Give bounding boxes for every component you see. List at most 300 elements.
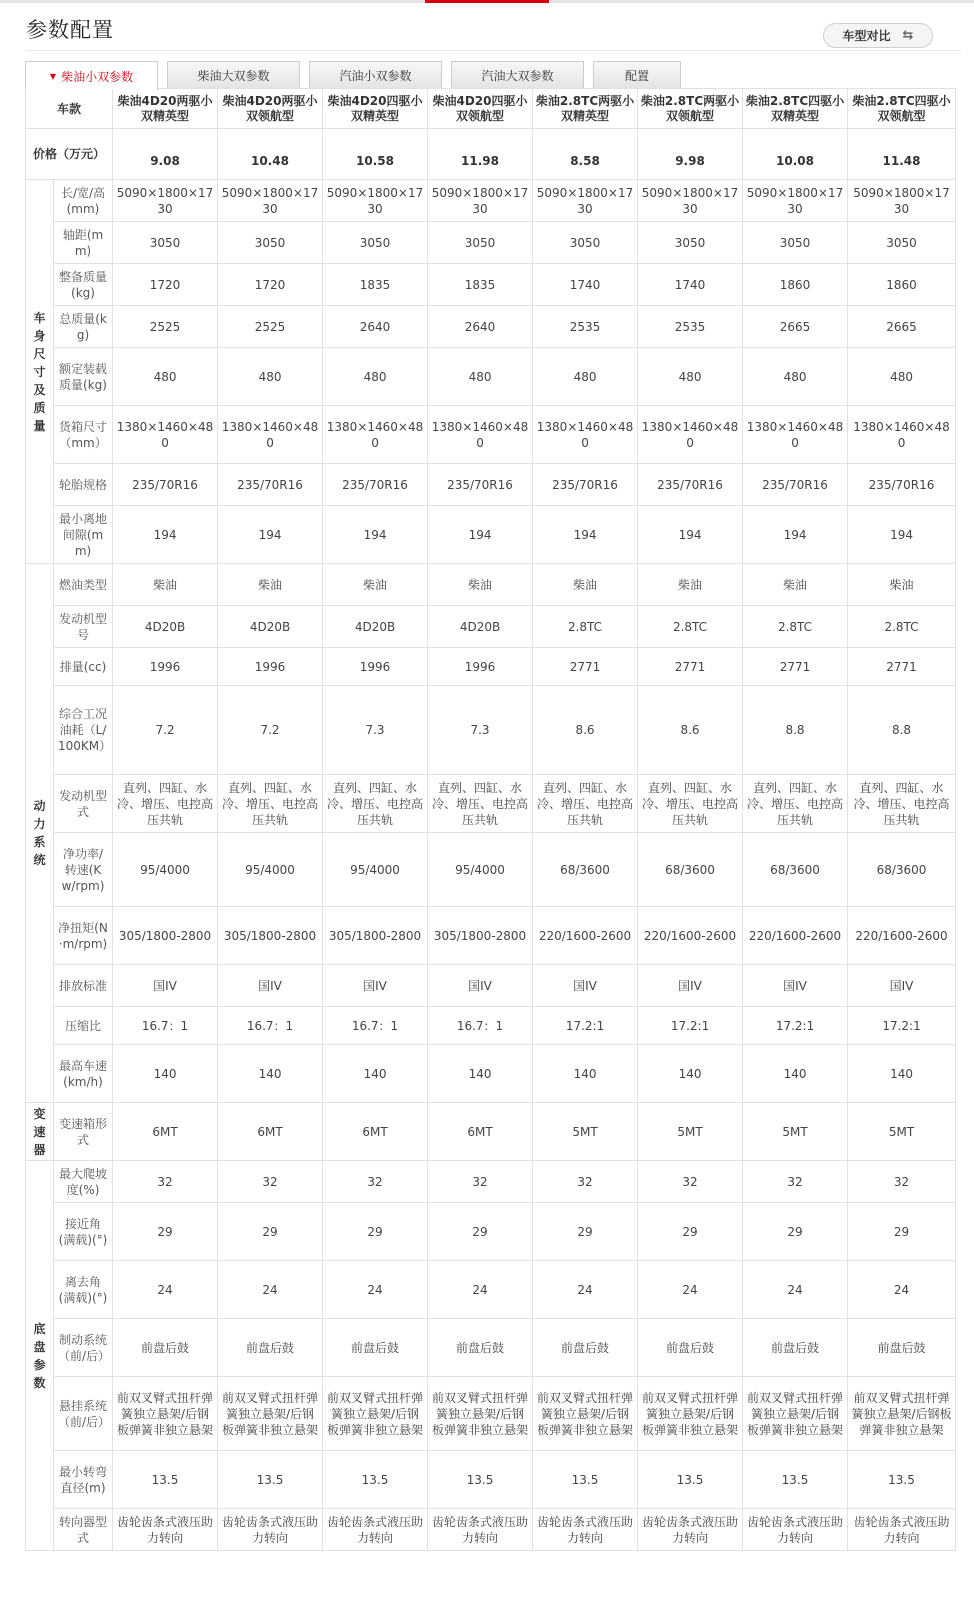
spec-row (26, 406, 956, 464)
model-name: 柴油2.8TC四驱小双精英型 (743, 89, 848, 129)
spec-value: 7.3 (428, 686, 533, 775)
spec-label: 最小转弯直径(m) (54, 1451, 113, 1509)
spec-value: 194 (848, 506, 956, 564)
spec-value: 480 (323, 348, 428, 406)
spec-value: 6MT (323, 1103, 428, 1161)
spec-label: 净扭矩(N·m/rpm) (54, 907, 113, 965)
spec-value: 前双叉臂式扭杆弹簧独立悬架/后钢板弹簧非独立悬架 (743, 1377, 848, 1451)
spec-value: 4D20B (323, 606, 428, 648)
spec-value: 1996 (428, 648, 533, 686)
spec-value: 480 (848, 348, 956, 406)
spec-value: 140 (743, 1045, 848, 1103)
spec-value: 柴油 (638, 564, 743, 606)
spec-value: 国IV (218, 965, 323, 1007)
spec-value: 3050 (323, 222, 428, 264)
spec-value: 1380×1460×480 (113, 406, 218, 464)
spec-value: 2535 (533, 306, 638, 348)
spec-value: 194 (743, 506, 848, 564)
spec-value: 32 (323, 1161, 428, 1203)
spec-value: 1380×1460×480 (638, 406, 743, 464)
section-powertrain (26, 564, 54, 1103)
spec-value: 2665 (743, 306, 848, 348)
price-label: 价格（万元） (26, 129, 113, 180)
spec-value: 16.7：1 (218, 1007, 323, 1045)
spec-value: 32 (218, 1161, 323, 1203)
spec-label: 总质量(kg) (54, 306, 113, 348)
spec-value: 140 (428, 1045, 533, 1103)
spec-value: 1380×1460×480 (848, 406, 956, 464)
spec-value: 柴油 (848, 564, 956, 606)
spec-value: 29 (638, 1203, 743, 1261)
spec-value: 32 (743, 1161, 848, 1203)
spec-value: 480 (218, 348, 323, 406)
spec-value: 305/1800-2800 (323, 907, 428, 965)
spec-value: 13.5 (638, 1451, 743, 1509)
spec-value: 1860 (848, 264, 956, 306)
spec-value: 194 (113, 506, 218, 564)
spec-label: 货箱尺寸（mm） (54, 406, 113, 464)
spec-value: 140 (638, 1045, 743, 1103)
swap-icon: ⇆ (902, 28, 914, 43)
spec-value: 前盘后鼓 (428, 1319, 533, 1377)
spec-label: 接近角(满载)(°) (54, 1203, 113, 1261)
spec-value: 194 (323, 506, 428, 564)
compare-label: 车型对比 (842, 29, 891, 43)
spec-value: 2525 (113, 306, 218, 348)
spec-value: 1835 (428, 264, 533, 306)
spec-value: 235/70R16 (533, 464, 638, 506)
spec-value: 7.3 (323, 686, 428, 775)
spec-value: 柴油 (113, 564, 218, 606)
spec-value: 24 (743, 1261, 848, 1319)
spec-value: 1720 (218, 264, 323, 306)
spec-value: 2.8TC (848, 606, 956, 648)
spec-value: 17.2:1 (848, 1007, 956, 1045)
tab-configuration[interactable] (593, 61, 681, 89)
model-name: 柴油2.8TC四驱小双领航型 (848, 89, 956, 129)
spec-value: 235/70R16 (848, 464, 956, 506)
spec-value: 13.5 (218, 1451, 323, 1509)
spec-row (26, 564, 956, 606)
spec-value: 直列、四缸、水冷、增压、电控高压共轨 (533, 775, 638, 833)
spec-row (26, 180, 956, 222)
spec-value: 29 (218, 1203, 323, 1261)
spec-value: 齿轮齿条式液压助力转向 (323, 1509, 428, 1551)
price-value: 11.98 (428, 129, 533, 180)
spec-value: 1996 (323, 648, 428, 686)
spec-row (26, 264, 956, 306)
spec-row (26, 348, 956, 406)
caret-down-icon: ▼ (49, 71, 57, 81)
spec-row (26, 1161, 956, 1203)
spec-row (26, 1377, 956, 1451)
spec-label: 整备质量(kg) (54, 264, 113, 306)
spec-value: 2.8TC (638, 606, 743, 648)
spec-row (26, 1045, 956, 1103)
price-value: 10.08 (743, 129, 848, 180)
spec-value: 3050 (848, 222, 956, 264)
price-value: 10.48 (218, 129, 323, 180)
spec-value: 220/1600-2600 (848, 907, 956, 965)
spec-value: 5090×1800×1730 (638, 180, 743, 222)
spec-value: 前双叉臂式扭杆弹簧独立悬架/后钢板弹簧非独立悬架 (113, 1377, 218, 1451)
spec-value: 220/1600-2600 (533, 907, 638, 965)
spec-value: 24 (848, 1261, 956, 1319)
spec-value: 29 (323, 1203, 428, 1261)
spec-label: 轴距(mm) (54, 222, 113, 264)
spec-value: 1380×1460×480 (428, 406, 533, 464)
spec-value: 32 (113, 1161, 218, 1203)
section-body-dimensions (26, 180, 54, 564)
spec-value: 29 (428, 1203, 533, 1261)
spec-value: 2665 (848, 306, 956, 348)
spec-value: 2771 (743, 648, 848, 686)
spec-row (26, 1451, 956, 1509)
spec-value: 2535 (638, 306, 743, 348)
spec-value: 5MT (743, 1103, 848, 1161)
spec-value: 1380×1460×480 (743, 406, 848, 464)
spec-value: 国IV (638, 965, 743, 1007)
spec-value: 95/4000 (323, 833, 428, 907)
spec-value: 480 (533, 348, 638, 406)
spec-value: 前盘后鼓 (323, 1319, 428, 1377)
spec-value: 5090×1800×1730 (428, 180, 533, 222)
spec-value: 齿轮齿条式液压助力转向 (743, 1509, 848, 1551)
spec-value: 前双叉臂式扭杆弹簧独立悬架/后钢板弹簧非独立悬架 (323, 1377, 428, 1451)
spec-row (26, 1203, 956, 1261)
spec-value: 齿轮齿条式液压助力转向 (218, 1509, 323, 1551)
spec-value: 5MT (848, 1103, 956, 1161)
spec-value: 305/1800-2800 (428, 907, 533, 965)
spec-value: 16.7：1 (323, 1007, 428, 1045)
spec-value: 5090×1800×1730 (743, 180, 848, 222)
section-label: 底盘参数 (33, 1321, 46, 1390)
model-name: 柴油4D20四驱小双领航型 (428, 89, 533, 129)
spec-value: 6MT (428, 1103, 533, 1161)
tab-petrol-small-cab[interactable] (309, 61, 442, 89)
spec-value: 29 (743, 1203, 848, 1261)
spec-value: 194 (533, 506, 638, 564)
tab-diesel-large-cab[interactable] (167, 61, 300, 89)
spec-value: 13.5 (113, 1451, 218, 1509)
spec-value: 直列、四缸、水冷、增压、电控高压共轨 (848, 775, 956, 833)
spec-label: 压缩比 (54, 1007, 113, 1045)
spec-value: 齿轮齿条式液压助力转向 (428, 1509, 533, 1551)
spec-value: 29 (533, 1203, 638, 1261)
section-label: 车身尺寸及质量 (33, 310, 46, 433)
spec-value: 齿轮齿条式液压助力转向 (638, 1509, 743, 1551)
model-header-label: 车款 (26, 89, 113, 129)
compare-button[interactable] (823, 23, 933, 48)
spec-value: 前盘后鼓 (533, 1319, 638, 1377)
spec-value: 2640 (323, 306, 428, 348)
spec-value: 32 (428, 1161, 533, 1203)
spec-value: 柴油 (323, 564, 428, 606)
spec-value: 1380×1460×480 (218, 406, 323, 464)
spec-value: 1740 (533, 264, 638, 306)
spec-value: 2525 (218, 306, 323, 348)
spec-value: 国IV (743, 965, 848, 1007)
spec-value: 直列、四缸、水冷、增压、电控高压共轨 (743, 775, 848, 833)
spec-value: 前盘后鼓 (848, 1319, 956, 1377)
spec-value: 直列、四缸、水冷、增压、电控高压共轨 (323, 775, 428, 833)
spec-value: 柴油 (218, 564, 323, 606)
spec-label: 排放标准 (54, 965, 113, 1007)
model-name: 柴油4D20两驱小双领航型 (218, 89, 323, 129)
spec-value: 17.2:1 (638, 1007, 743, 1045)
spec-value: 国IV (428, 965, 533, 1007)
spec-value: 29 (848, 1203, 956, 1261)
price-value: 8.58 (533, 129, 638, 180)
spec-label: 悬挂系统（前/后） (54, 1377, 113, 1451)
spec-label: 发动机型号 (54, 606, 113, 648)
spec-value: 140 (323, 1045, 428, 1103)
spec-value: 13.5 (533, 1451, 638, 1509)
spec-value: 8.8 (848, 686, 956, 775)
spec-row (26, 1103, 956, 1161)
spec-value: 5090×1800×1730 (533, 180, 638, 222)
spec-value: 194 (428, 506, 533, 564)
spec-value: 齿轮齿条式液压助力转向 (848, 1509, 956, 1551)
spec-row (26, 464, 956, 506)
spec-value: 68/3600 (743, 833, 848, 907)
spec-value: 24 (428, 1261, 533, 1319)
spec-value: 5090×1800×1730 (218, 180, 323, 222)
spec-value: 5MT (638, 1103, 743, 1161)
spec-value: 7.2 (218, 686, 323, 775)
price-value: 11.48 (848, 129, 956, 180)
spec-label: 变速箱形式 (54, 1103, 113, 1161)
spec-value: 235/70R16 (113, 464, 218, 506)
spec-value: 194 (638, 506, 743, 564)
spec-value: 前盘后鼓 (113, 1319, 218, 1377)
spec-value: 140 (113, 1045, 218, 1103)
spec-label: 燃油类型 (54, 564, 113, 606)
spec-label: 制动系统（前/后） (54, 1319, 113, 1377)
spec-value: 480 (638, 348, 743, 406)
spec-value: 3050 (428, 222, 533, 264)
price-value: 9.98 (638, 129, 743, 180)
spec-value: 1720 (113, 264, 218, 306)
spec-label: 综合工况油耗（L/100KM） (54, 686, 113, 775)
model-name: 柴油2.8TC两驱小双领航型 (638, 89, 743, 129)
spec-value: 194 (218, 506, 323, 564)
spec-value: 16.7：1 (113, 1007, 218, 1045)
model-name: 柴油4D20两驱小双精英型 (113, 89, 218, 129)
spec-value: 220/1600-2600 (638, 907, 743, 965)
spec-row (26, 648, 956, 686)
spec-value: 4D20B (218, 606, 323, 648)
page-title: 参数配置 (26, 18, 114, 42)
spec-row (26, 1509, 956, 1551)
spec-value: 13.5 (428, 1451, 533, 1509)
spec-value: 2.8TC (533, 606, 638, 648)
spec-value: 柴油 (533, 564, 638, 606)
spec-table (25, 88, 956, 1551)
spec-value: 13.5 (743, 1451, 848, 1509)
spec-value: 6MT (113, 1103, 218, 1161)
title-divider (26, 50, 961, 51)
spec-value: 140 (218, 1045, 323, 1103)
spec-value: 1860 (743, 264, 848, 306)
spec-value: 68/3600 (848, 833, 956, 907)
spec-value: 柴油 (428, 564, 533, 606)
spec-value: 68/3600 (533, 833, 638, 907)
spec-row (26, 306, 956, 348)
spec-value: 68/3600 (638, 833, 743, 907)
spec-value: 235/70R16 (638, 464, 743, 506)
spec-value: 480 (428, 348, 533, 406)
spec-value: 6MT (218, 1103, 323, 1161)
spec-value: 1380×1460×480 (323, 406, 428, 464)
spec-value: 24 (113, 1261, 218, 1319)
spec-value: 5090×1800×1730 (323, 180, 428, 222)
spec-row (26, 1319, 956, 1377)
spec-value: 1380×1460×480 (533, 406, 638, 464)
spec-value: 国IV (848, 965, 956, 1007)
spec-value: 24 (218, 1261, 323, 1319)
spec-row (26, 1007, 956, 1045)
tab-petrol-large-cab[interactable] (451, 61, 584, 89)
spec-value: 140 (848, 1045, 956, 1103)
spec-row (26, 965, 956, 1007)
spec-row (26, 222, 956, 264)
spec-value: 4D20B (428, 606, 533, 648)
spec-value: 24 (533, 1261, 638, 1319)
spec-value: 2771 (533, 648, 638, 686)
spec-value: 1996 (218, 648, 323, 686)
section-chassis (26, 1161, 54, 1551)
spec-value: 13.5 (323, 1451, 428, 1509)
spec-value: 13.5 (848, 1451, 956, 1509)
tab-label: 配置 (624, 69, 649, 83)
spec-value: 2.8TC (743, 606, 848, 648)
spec-value: 24 (323, 1261, 428, 1319)
spec-value: 7.2 (113, 686, 218, 775)
spec-row (26, 606, 956, 648)
spec-value: 305/1800-2800 (218, 907, 323, 965)
spec-value: 直列、四缸、水冷、增压、电控高压共轨 (428, 775, 533, 833)
spec-value: 95/4000 (113, 833, 218, 907)
spec-row (26, 1261, 956, 1319)
spec-value: 5MT (533, 1103, 638, 1161)
spec-value: 17.2:1 (743, 1007, 848, 1045)
spec-value: 140 (533, 1045, 638, 1103)
price-value: 10.58 (323, 129, 428, 180)
spec-value: 柴油 (743, 564, 848, 606)
spec-value: 国IV (533, 965, 638, 1007)
spec-label: 长/宽/高(mm) (54, 180, 113, 222)
spec-value: 4D20B (113, 606, 218, 648)
spec-value: 95/4000 (428, 833, 533, 907)
spec-label: 转向器型式 (54, 1509, 113, 1551)
spec-value: 220/1600-2600 (743, 907, 848, 965)
tab-bar (25, 61, 955, 89)
spec-value: 直列、四缸、水冷、增压、电控高压共轨 (638, 775, 743, 833)
spec-row (26, 907, 956, 965)
spec-value: 32 (848, 1161, 956, 1203)
spec-value: 前盘后鼓 (218, 1319, 323, 1377)
spec-value: 前双叉臂式扭杆弹簧独立悬架/后钢板弹簧非独立悬架 (533, 1377, 638, 1451)
spec-value: 2640 (428, 306, 533, 348)
spec-value: 235/70R16 (428, 464, 533, 506)
spec-value: 235/70R16 (743, 464, 848, 506)
model-name: 柴油2.8TC两驱小双精英型 (533, 89, 638, 129)
spec-value: 480 (743, 348, 848, 406)
spec-value: 2771 (638, 648, 743, 686)
spec-value: 3050 (113, 222, 218, 264)
section-label: 变速器 (33, 1106, 46, 1157)
price-value: 9.08 (113, 129, 218, 180)
spec-value: 29 (113, 1203, 218, 1261)
tab-label: 汽油大双参数 (481, 69, 554, 83)
spec-value: 8.6 (638, 686, 743, 775)
spec-value: 3050 (218, 222, 323, 264)
spec-value: 235/70R16 (218, 464, 323, 506)
spec-value: 国IV (323, 965, 428, 1007)
spec-value: 齿轮齿条式液压助力转向 (533, 1509, 638, 1551)
spec-label: 离去角(满载)(°) (54, 1261, 113, 1319)
spec-value: 24 (638, 1261, 743, 1319)
spec-value: 8.6 (533, 686, 638, 775)
spec-value: 480 (113, 348, 218, 406)
spec-value: 8.8 (743, 686, 848, 775)
spec-label: 发动机型式 (54, 775, 113, 833)
section-label: 动力系统 (33, 799, 46, 867)
spec-value: 3050 (638, 222, 743, 264)
tab-label: 汽油小双参数 (339, 69, 412, 83)
spec-value: 前双叉臂式扭杆弹簧独立悬架/后钢板弹簧非独立悬架 (848, 1377, 956, 1451)
spec-value: 1740 (638, 264, 743, 306)
spec-value: 直列、四缸、水冷、增压、电控高压共轨 (218, 775, 323, 833)
spec-label: 轮胎规格 (54, 464, 113, 506)
spec-label: 最小离地间隙(mm) (54, 506, 113, 564)
model-header-row (26, 89, 956, 129)
spec-label: 排量(cc) (54, 648, 113, 686)
spec-row (26, 833, 956, 907)
section-transmission (26, 1103, 54, 1161)
spec-value: 32 (638, 1161, 743, 1203)
spec-value: 5090×1800×1730 (113, 180, 218, 222)
spec-value: 3050 (743, 222, 848, 264)
spec-row (26, 506, 956, 564)
spec-value: 前盘后鼓 (638, 1319, 743, 1377)
spec-label: 最大爬坡度(%) (54, 1161, 113, 1203)
tab-label: 柴油大双参数 (197, 69, 270, 83)
spec-value: 直列、四缸、水冷、增压、电控高压共轨 (113, 775, 218, 833)
spec-value: 前双叉臂式扭杆弹簧独立悬架/后钢板弹簧非独立悬架 (638, 1377, 743, 1451)
spec-value: 前盘后鼓 (743, 1319, 848, 1377)
spec-label: 额定装载质量(kg) (54, 348, 113, 406)
price-row (26, 129, 956, 180)
nav-active-indicator (425, 0, 549, 3)
spec-value: 3050 (533, 222, 638, 264)
spec-value: 16.7：1 (428, 1007, 533, 1045)
spec-value: 235/70R16 (323, 464, 428, 506)
tab-diesel-small-cab[interactable] (25, 61, 158, 90)
spec-value: 2771 (848, 648, 956, 686)
spec-value: 前双叉臂式扭杆弹簧独立悬架/后钢板弹簧非独立悬架 (218, 1377, 323, 1451)
spec-value: 前双叉臂式扭杆弹簧独立悬架/后钢板弹簧非独立悬架 (428, 1377, 533, 1451)
spec-label: 净功率/转速(Kw/rpm) (54, 833, 113, 907)
spec-value: 1835 (323, 264, 428, 306)
spec-row (26, 686, 956, 775)
spec-label: 最高车速(km/h) (54, 1045, 113, 1103)
spec-row (26, 775, 956, 833)
spec-value: 1996 (113, 648, 218, 686)
spec-value: 国IV (113, 965, 218, 1007)
spec-value: 5090×1800×1730 (848, 180, 956, 222)
